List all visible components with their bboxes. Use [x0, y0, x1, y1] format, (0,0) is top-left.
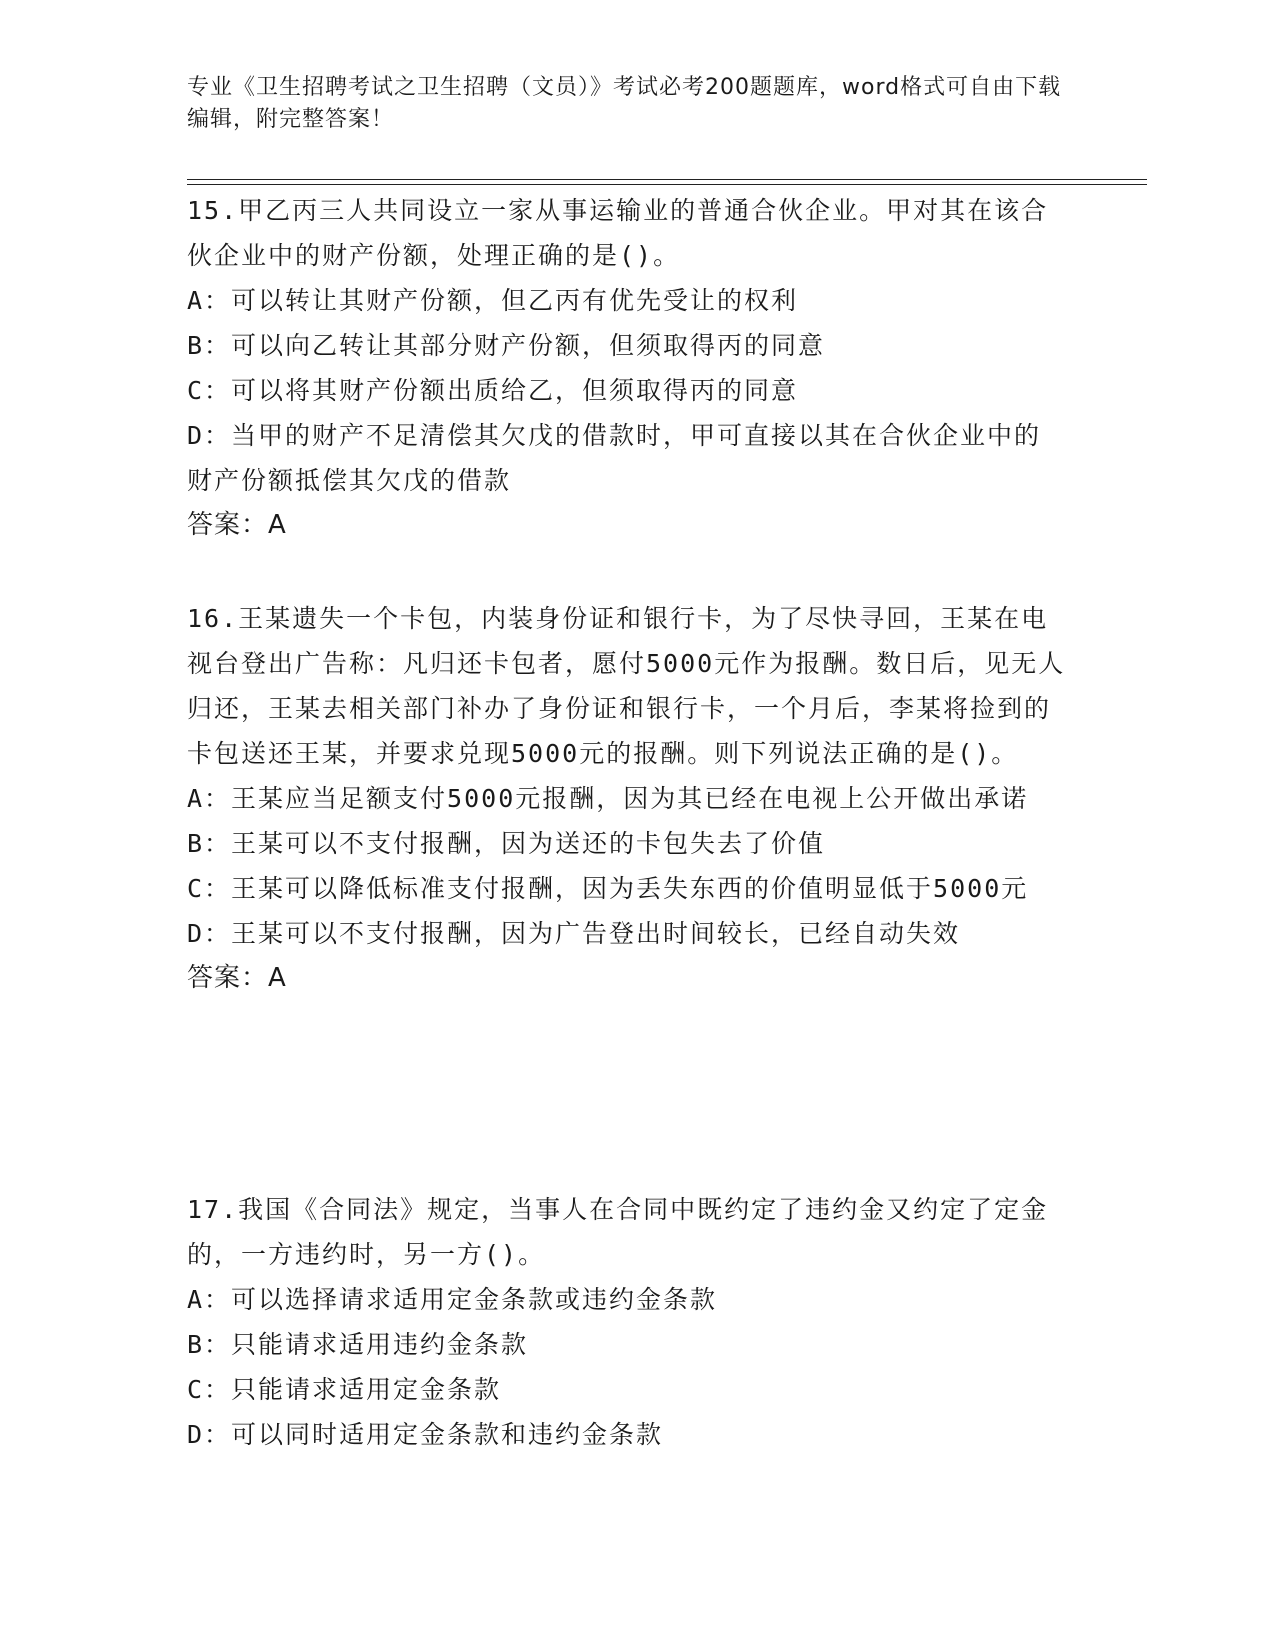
question-15: [187, 188, 1067, 548]
answer-label: 答案：A: [187, 510, 287, 540]
option-d: D：王某可以不支付报酬，因为广告登出时间较长，已经自动失效: [187, 919, 961, 948]
question-text: 16.王某遗失一个卡包，内装身份证和银行卡，为了尽快寻回，王某在电视台登出广告称：凡归还卡包者，愿付5000元作为报酬。数日后，见无人归还，王某去相关部门补办了身份证和银行卡，一个月后，李某将捡到的卡包送还王某，并要求兑现5000元的报酬。则下列说法正确的是()。: [187, 604, 1066, 768]
option-b: B：只能请求适用违约金条款: [187, 1330, 529, 1359]
option-c: C：只能请求适用定金条款: [187, 1375, 502, 1404]
option-a: A：可以转让其财产份额，但乙丙有优先受让的权利: [187, 286, 799, 315]
answer-label: 答案：A: [187, 963, 287, 993]
option-c: C：王某可以降低标准支付报酬，因为丢失东西的价值明显低于5000元: [187, 874, 1029, 903]
header-divider-bottom: [187, 184, 1147, 185]
question-text: 17.我国《合同法》规定，当事人在合同中既约定了违约金又约定了定金的，一方违约时，另一方()。: [187, 1195, 1049, 1269]
option-c: C：可以将其财产份额出质给乙，但须取得丙的同意: [187, 376, 799, 405]
option-a: A：可以选择请求适用定金条款或违约金条款: [187, 1285, 718, 1314]
option-b: B：王某可以不支付报酬，因为送还的卡包失去了价值: [187, 829, 826, 858]
question-17: [187, 1187, 1067, 1457]
question-16: [187, 596, 1067, 1001]
option-d: D：当甲的财产不足清偿其欠戊的借款时，甲可直接以其在合伙企业中的财产份额抵偿其欠戊的借款: [187, 421, 1042, 495]
option-d: D：可以同时适用定金条款和违约金条款: [187, 1420, 664, 1449]
header-divider-top: [187, 179, 1147, 180]
option-b: B：可以向乙转让其部分财产份额，但须取得丙的同意: [187, 331, 826, 360]
document-header: 专业《卫生招聘考试之卫生招聘（文员）》考试必考200题题库，word格式可自由下载编辑，附完整答案！: [187, 75, 1062, 132]
question-text: 15.甲乙丙三人共同设立一家从事运输业的普通合伙企业。甲对其在该合伙企业中的财产份额，处理正确的是()。: [187, 196, 1049, 270]
option-a: A：王某应当足额支付5000元报酬，因为其已经在电视上公开做出承诺: [187, 784, 1029, 813]
